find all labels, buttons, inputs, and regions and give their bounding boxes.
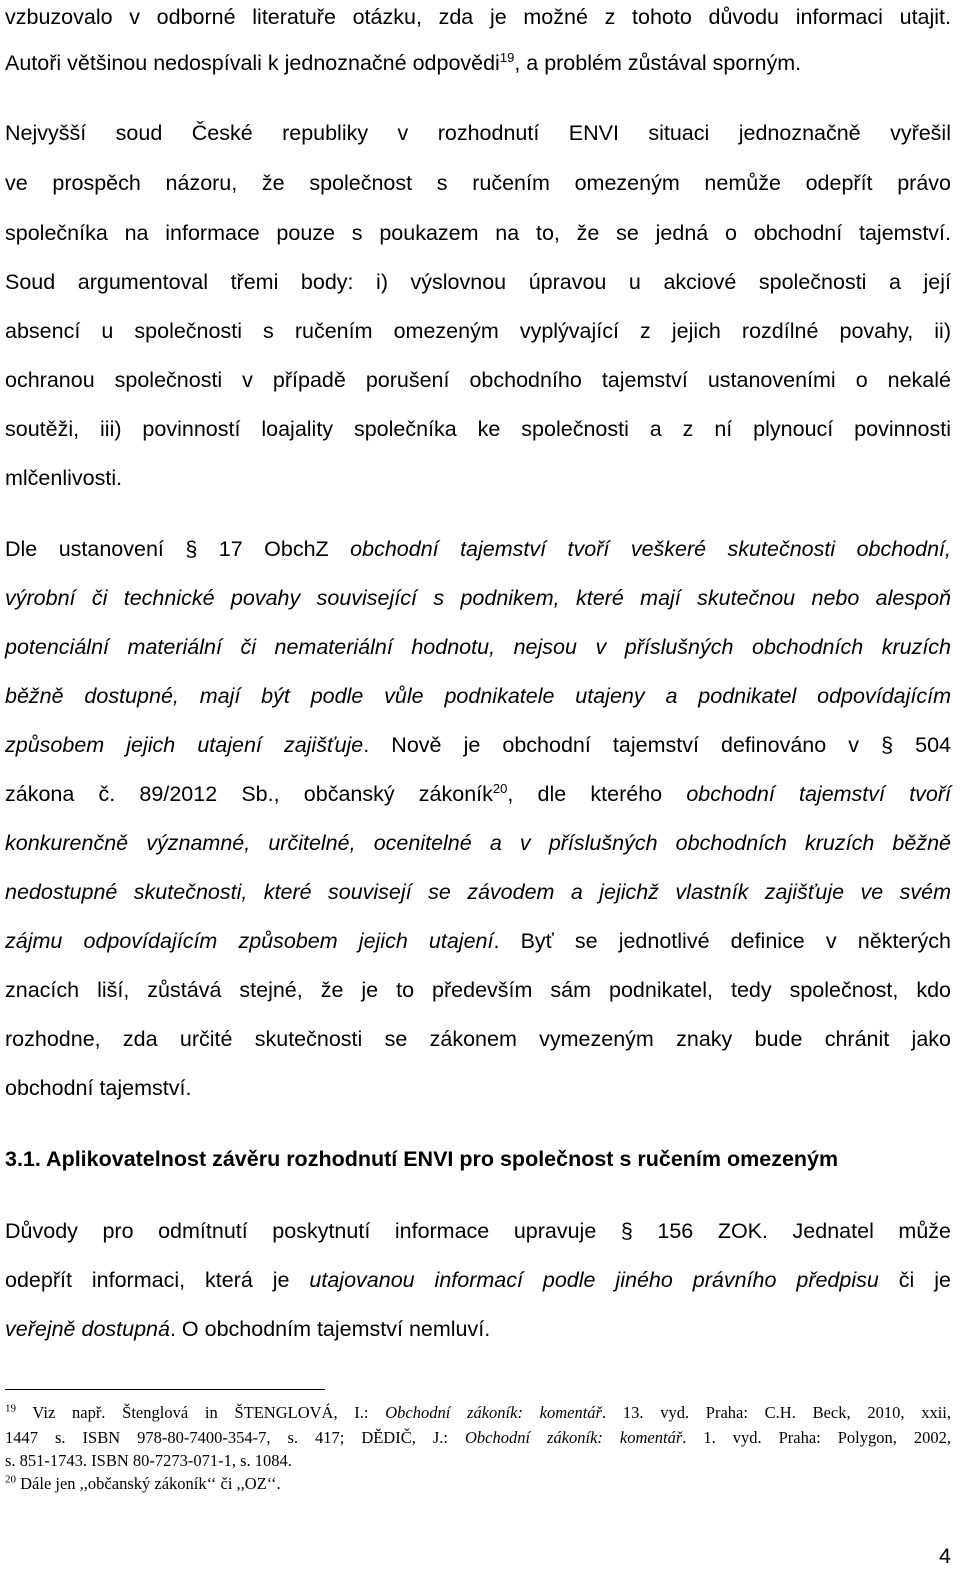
text-segment: obchodní tajemství.: [5, 1076, 192, 1100]
footnote-line: [5, 1450, 951, 1472]
text-line: [5, 730, 951, 760]
text-line: [5, 975, 951, 1005]
text-line: [5, 414, 951, 444]
section-sign-icon: §: [620, 1219, 658, 1243]
text-line: [5, 365, 951, 395]
page-number: 4: [939, 1544, 951, 1568]
text-segment-italic: utajovanou informací podle jiného právního předpisu: [309, 1268, 879, 1292]
section-sign-icon: §: [881, 733, 916, 757]
text-segment-italic: konkurenčně významné, určitelné, ocenitelné a v příslušných obchodních kruzích běžně: [5, 831, 951, 855]
text-line: [5, 48, 951, 78]
text-segment-italic: zájmu odpovídajícím způsobem jejich utajení: [5, 929, 494, 953]
text-segment: . Nově je obchodní tajemství definováno v: [363, 733, 882, 757]
text-segment-italic: potenciální materiální či nemateriální hodnotu, nejsou v příslušných obchodních kruzích: [5, 635, 951, 659]
footnote-text: Viz např. Štenglová in ŠTENGLOVÁ, I.:: [16, 1403, 386, 1422]
text-segment: 156 ZOK. Jednatel může: [657, 1219, 951, 1243]
text-segment-italic: výrobní či technické povahy související s podnikem, které mají skutečnou nebo alespoň: [5, 586, 951, 610]
footnote-line: [5, 1402, 951, 1424]
text-line: [5, 1265, 951, 1295]
text-segment: . O obchodním tajemství nemluví.: [169, 1317, 491, 1341]
text-segment: Důvody pro odmítnutí poskytnutí informace upravuje: [5, 1219, 621, 1243]
footnote-line: [5, 1427, 951, 1449]
section-sign-icon: §: [185, 537, 219, 561]
text-segment: Soud argumentoval třemi body: i) výslovnou úpravou u akciové společnosti a její: [5, 270, 951, 294]
text-segment: odepřít informaci, která je: [5, 1268, 310, 1292]
text-segment: znacích liší, zůstává stejné, že je to především sám podnikatel, tedy společnost, kdo: [5, 978, 951, 1002]
text-line: [5, 118, 951, 148]
text-segment: Autoři většinou nedospívali k jednoznačné odpovědi: [5, 51, 500, 75]
footnote-text: s. 851-1743. ISBN 80-7273-071-1, s. 1084.: [5, 1451, 292, 1470]
text-line: [5, 534, 951, 564]
footnote-text-italic: Obchodní zákoník: komentář: [385, 1403, 602, 1422]
footnote-reference[interactable]: 20: [492, 780, 508, 796]
text-segment: ochranou společnosti v případě porušení obchodního tajemství ustanoveními o nekalé: [5, 368, 951, 392]
text-segment: 17 ObchZ: [218, 537, 351, 561]
text-segment-italic: obchodní tajemství tvoří: [686, 782, 952, 806]
text-line: [5, 632, 951, 662]
footnote-text-italic: Obchodní zákoník: komentář: [464, 1428, 683, 1447]
footnote-line: [5, 1473, 951, 1495]
text-segment: soutěži, iii) povinností loajality společníka ke společnosti a z ní plynoucí povinnosti: [5, 417, 951, 441]
text-segment-italic: nedostupné skutečnosti, které souvisejí se závodem a jejichž vlastník zajišťuje ve svém: [5, 880, 951, 904]
text-line: [5, 779, 951, 809]
text-line: [5, 463, 951, 493]
text-line: [5, 316, 951, 346]
footnote-text: . 1. vyd. Praha: Polygon, 2002,: [682, 1428, 951, 1447]
footnote-text: 1447 s. ISBN 978-80-7400-354-7, s. 417; DĚDIČ, J.:: [5, 1428, 465, 1447]
text-segment-italic: obchodní tajemství tvoří veškeré skutečnosti obchodní,: [350, 537, 952, 561]
text-line: [5, 877, 951, 907]
text-segment: rozhodne, zda určité skutečnosti se zákonem vymezeným znaky bude chránit jako: [5, 1027, 951, 1051]
text-segment: či je: [878, 1268, 951, 1292]
text-segment: společníka na informace pouze s poukazem na to, že se jedná o obchodní tajemství.: [5, 221, 951, 245]
text-segment: vzbuzovalo v odborné literatuře otázku, zda je možné z tohoto důvodu informaci utajit.: [5, 5, 951, 29]
text-segment-italic: běžně dostupné, mají být podle vůle podnikatele utajeny a podnikatel odpovídajícím: [5, 684, 951, 708]
text-line: [5, 267, 951, 297]
text-line: [5, 1314, 951, 1344]
text-line: [5, 1073, 951, 1103]
text-segment: , a problém zůstával sporným.: [514, 51, 802, 75]
footnote-separator: [5, 1389, 325, 1390]
text-segment: Nejvyšší soud České republiky v rozhodnutí ENVI situaci jednoznačně vyřešil: [5, 121, 951, 145]
footnote-text: Dále jen ,,občanský zákoník‘‘ či ,,OZ‘‘.: [16, 1474, 281, 1493]
text-segment: ve prospěch názoru, že společnost s ručením omezeným nemůže odepřít právo: [5, 171, 951, 195]
text-segment: mlčenlivosti.: [5, 466, 123, 490]
text-line: [5, 681, 951, 711]
text-segment: . Byť se jednotlivé definice v některých: [493, 929, 951, 953]
footnote-text: . 13. vyd. Praha: C.H. Beck, 2010, xxii,: [601, 1403, 951, 1422]
footnote-number: 19: [5, 1402, 16, 1415]
text-segment: , dle kterého: [507, 782, 687, 806]
section-heading-text: 3.1. Aplikovatelnost závěru rozhodnutí ENVI pro společnost s ručením omezeným: [5, 1147, 839, 1171]
text-line: [5, 1024, 951, 1054]
text-line: [5, 2, 951, 32]
text-segment-italic: způsobem jejich utajení zajišťuje: [5, 733, 364, 757]
text-line: [5, 1216, 951, 1246]
text-line: [5, 583, 951, 613]
text-segment-italic: veřejně dostupná: [5, 1317, 170, 1341]
text-line: [5, 218, 951, 248]
text-line: [5, 926, 951, 956]
footnote-reference[interactable]: 19: [499, 49, 515, 65]
text-segment: 504: [915, 733, 951, 757]
text-line: [5, 828, 951, 858]
footnote-number: 20: [5, 1473, 16, 1486]
text-segment: Dle ustanovení: [5, 537, 186, 561]
section-heading: [5, 1144, 951, 1174]
text-segment: absencí u společnosti s ručením omezeným vyplývající z jejich rozdílné povahy, ii): [5, 319, 951, 343]
text-segment: zákona č. 89/2012 Sb., občanský zákoník: [5, 782, 493, 806]
text-line: [5, 168, 951, 198]
